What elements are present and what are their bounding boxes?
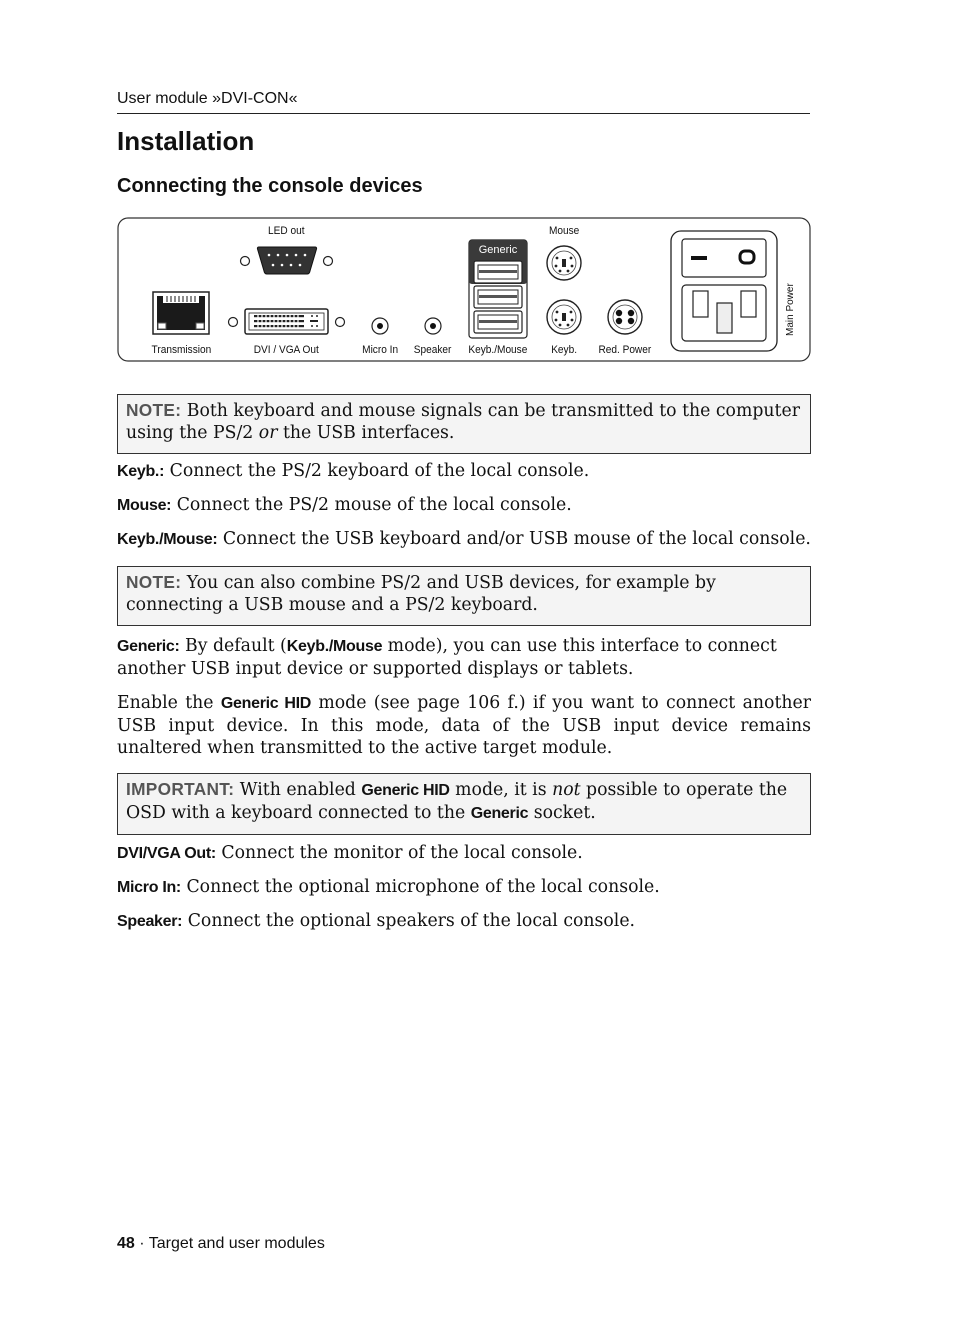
note-box-combine xyxy=(117,566,811,626)
term-generic-hid: Generic HID xyxy=(220,695,312,712)
label-red-power: Red. Power xyxy=(598,343,652,357)
important-label: IMPORTANT: xyxy=(126,779,235,799)
label-transmission: Transmission xyxy=(151,343,212,357)
important-emphasis: not xyxy=(552,780,581,800)
page-title: Installation xyxy=(117,126,255,156)
note-text: Both keyboard and mouse signals can be transmitted to the computer using the PS/2 xyxy=(126,401,800,443)
label-keyb-mouse: Keyb./Mouse xyxy=(468,343,528,357)
speaker-text: Connect the optional speakers of the local console. xyxy=(182,911,636,931)
term-speaker: Speaker: xyxy=(117,913,183,930)
header-rule xyxy=(117,113,810,114)
important-text-c: possible to operate the OSD with a keyboard connected to the xyxy=(126,780,788,823)
term-dvi-vga-out: DVI/VGA Out: xyxy=(117,845,216,862)
note-box-ps2-usb xyxy=(117,394,811,454)
note-text-end: the USB interfaces. xyxy=(277,423,455,443)
important-text-d: socket. xyxy=(528,803,596,823)
page-footer xyxy=(117,1235,325,1253)
term-mouse: Mouse: xyxy=(117,497,172,514)
generic-text-a: By default ( xyxy=(179,636,287,656)
label-keyb: Keyb. xyxy=(551,343,578,357)
label-led-out: LED out xyxy=(268,224,305,238)
generic-paragraph xyxy=(117,635,811,680)
main-power-switch-icon xyxy=(671,231,777,351)
keyb-mouse-paragraph xyxy=(117,528,811,551)
note-emphasis: or xyxy=(258,423,278,443)
term-generic: Generic xyxy=(470,805,529,822)
note-text: You can also combine PS/2 and USB devices, for example by connecting a USB mouse and a PS/2 keyboard. xyxy=(126,573,716,615)
important-text-a: With enabled xyxy=(234,780,362,800)
term-keyb-mouse: Keyb./Mouse: xyxy=(117,531,218,548)
term-micro-in: Micro In: xyxy=(117,879,181,896)
keyb-paragraph xyxy=(117,460,811,483)
generic-text-b: mode), you can use this interface to connect another USB input device or supported displays or tablets. xyxy=(117,636,777,679)
microphone-jack-icon xyxy=(372,318,388,334)
dvi-port-icon xyxy=(229,309,345,334)
note-label: NOTE: xyxy=(126,400,182,420)
label-micro-in: Micro In xyxy=(362,343,399,357)
redundant-power-port-icon xyxy=(608,300,642,334)
term-generic: Generic: xyxy=(117,638,180,655)
important-box xyxy=(117,773,811,835)
label-speaker: Speaker xyxy=(413,343,452,357)
dvi-text: Connect the monitor of the local console. xyxy=(215,843,583,863)
ps2-keyboard-port-icon xyxy=(547,300,581,334)
keyb-mouse-text: Connect the USB keyboard and/or USB mouse of the local console. xyxy=(217,529,811,549)
mouse-text: Connect the PS/2 mouse of the local console. xyxy=(171,495,572,515)
keyb-text: Connect the PS/2 keyboard of the local console. xyxy=(164,461,590,481)
speaker-paragraph xyxy=(117,910,811,933)
label-main-power: Main Power xyxy=(785,283,796,336)
enable-text-a: Enable the xyxy=(117,693,221,713)
term-generic-hid: Generic HID xyxy=(361,782,450,799)
speaker-jack-icon xyxy=(425,318,441,334)
running-head: User module »DVI-CON« xyxy=(117,90,298,107)
label-generic: Generic xyxy=(478,244,518,256)
term-keyb: Keyb.: xyxy=(117,463,165,480)
section-title: Connecting the console devices xyxy=(117,175,423,197)
connector-panel-diagram xyxy=(117,217,811,362)
micro-text: Connect the optional microphone of the local console. xyxy=(180,877,660,897)
term-keyb-mouse-inline: Keyb./Mouse xyxy=(286,638,383,655)
note-label: NOTE: xyxy=(126,572,182,592)
enable-paragraph xyxy=(117,692,811,759)
enable-text-b: mode (see page 106 f.) if you want to connect another USB input device. In this mode, data of the USB input device remains unaltered when transmitted to the active target module. xyxy=(117,693,812,758)
mouse-paragraph xyxy=(117,494,811,517)
page-number: 48 xyxy=(117,1235,135,1252)
label-mouse: Mouse xyxy=(548,224,580,238)
label-dvi-vga-out: DVI / VGA Out xyxy=(253,343,319,357)
ps2-mouse-port-icon xyxy=(547,246,581,280)
important-text-b: mode, it is xyxy=(449,780,553,800)
rj45-port-icon xyxy=(153,292,209,334)
dvi-paragraph xyxy=(117,842,811,865)
micro-paragraph xyxy=(117,876,811,899)
footer-text: · Target and user modules xyxy=(134,1235,325,1252)
